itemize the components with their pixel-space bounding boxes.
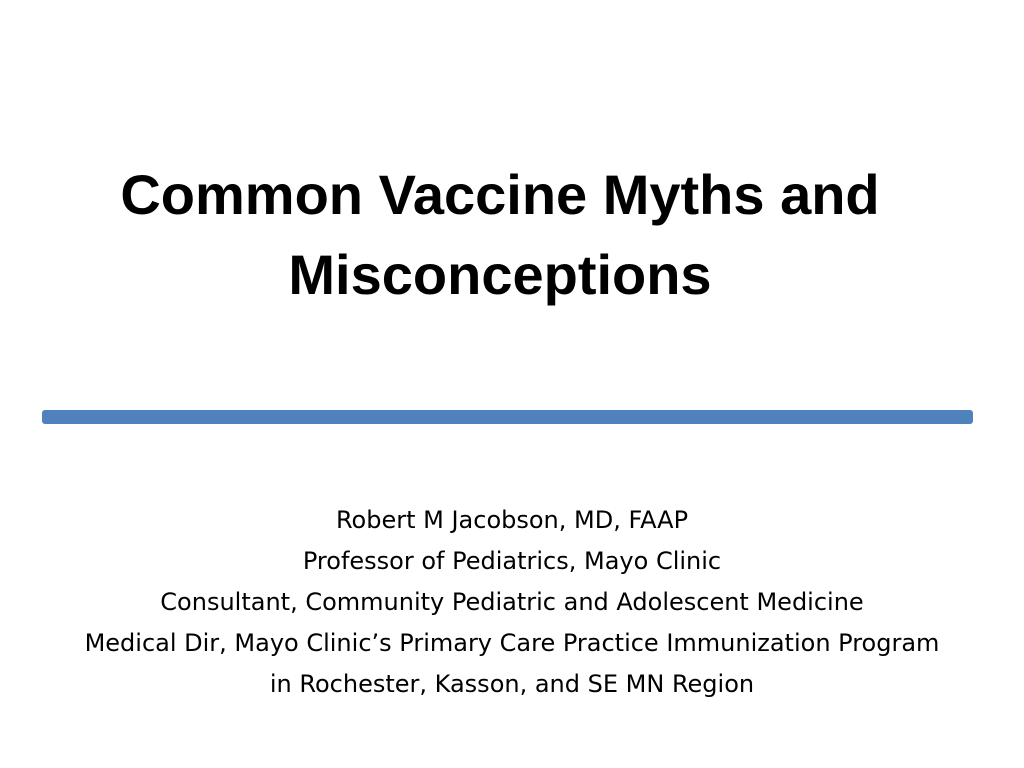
title-divider (42, 410, 973, 424)
author-title: Professor of Pediatrics, Mayo Clinic (302, 547, 722, 575)
slide-title (0, 155, 1000, 315)
author-region: in Rochester, Kasson, and SE MN Region (269, 670, 755, 698)
author-info (0, 500, 1024, 705)
author-name: Robert M Jacobson, MD, FAAP (335, 506, 689, 534)
author-director-role: Medical Dir, Mayo Clinic’s Primary Care Practice Immunization Program (84, 629, 940, 657)
author-consultant-role: Consultant, Community Pediatric and Adolescent Medicine (160, 588, 864, 616)
title-line-1: Common Vaccine Myths and (120, 163, 880, 226)
title-line-2: Misconceptions (288, 243, 712, 306)
